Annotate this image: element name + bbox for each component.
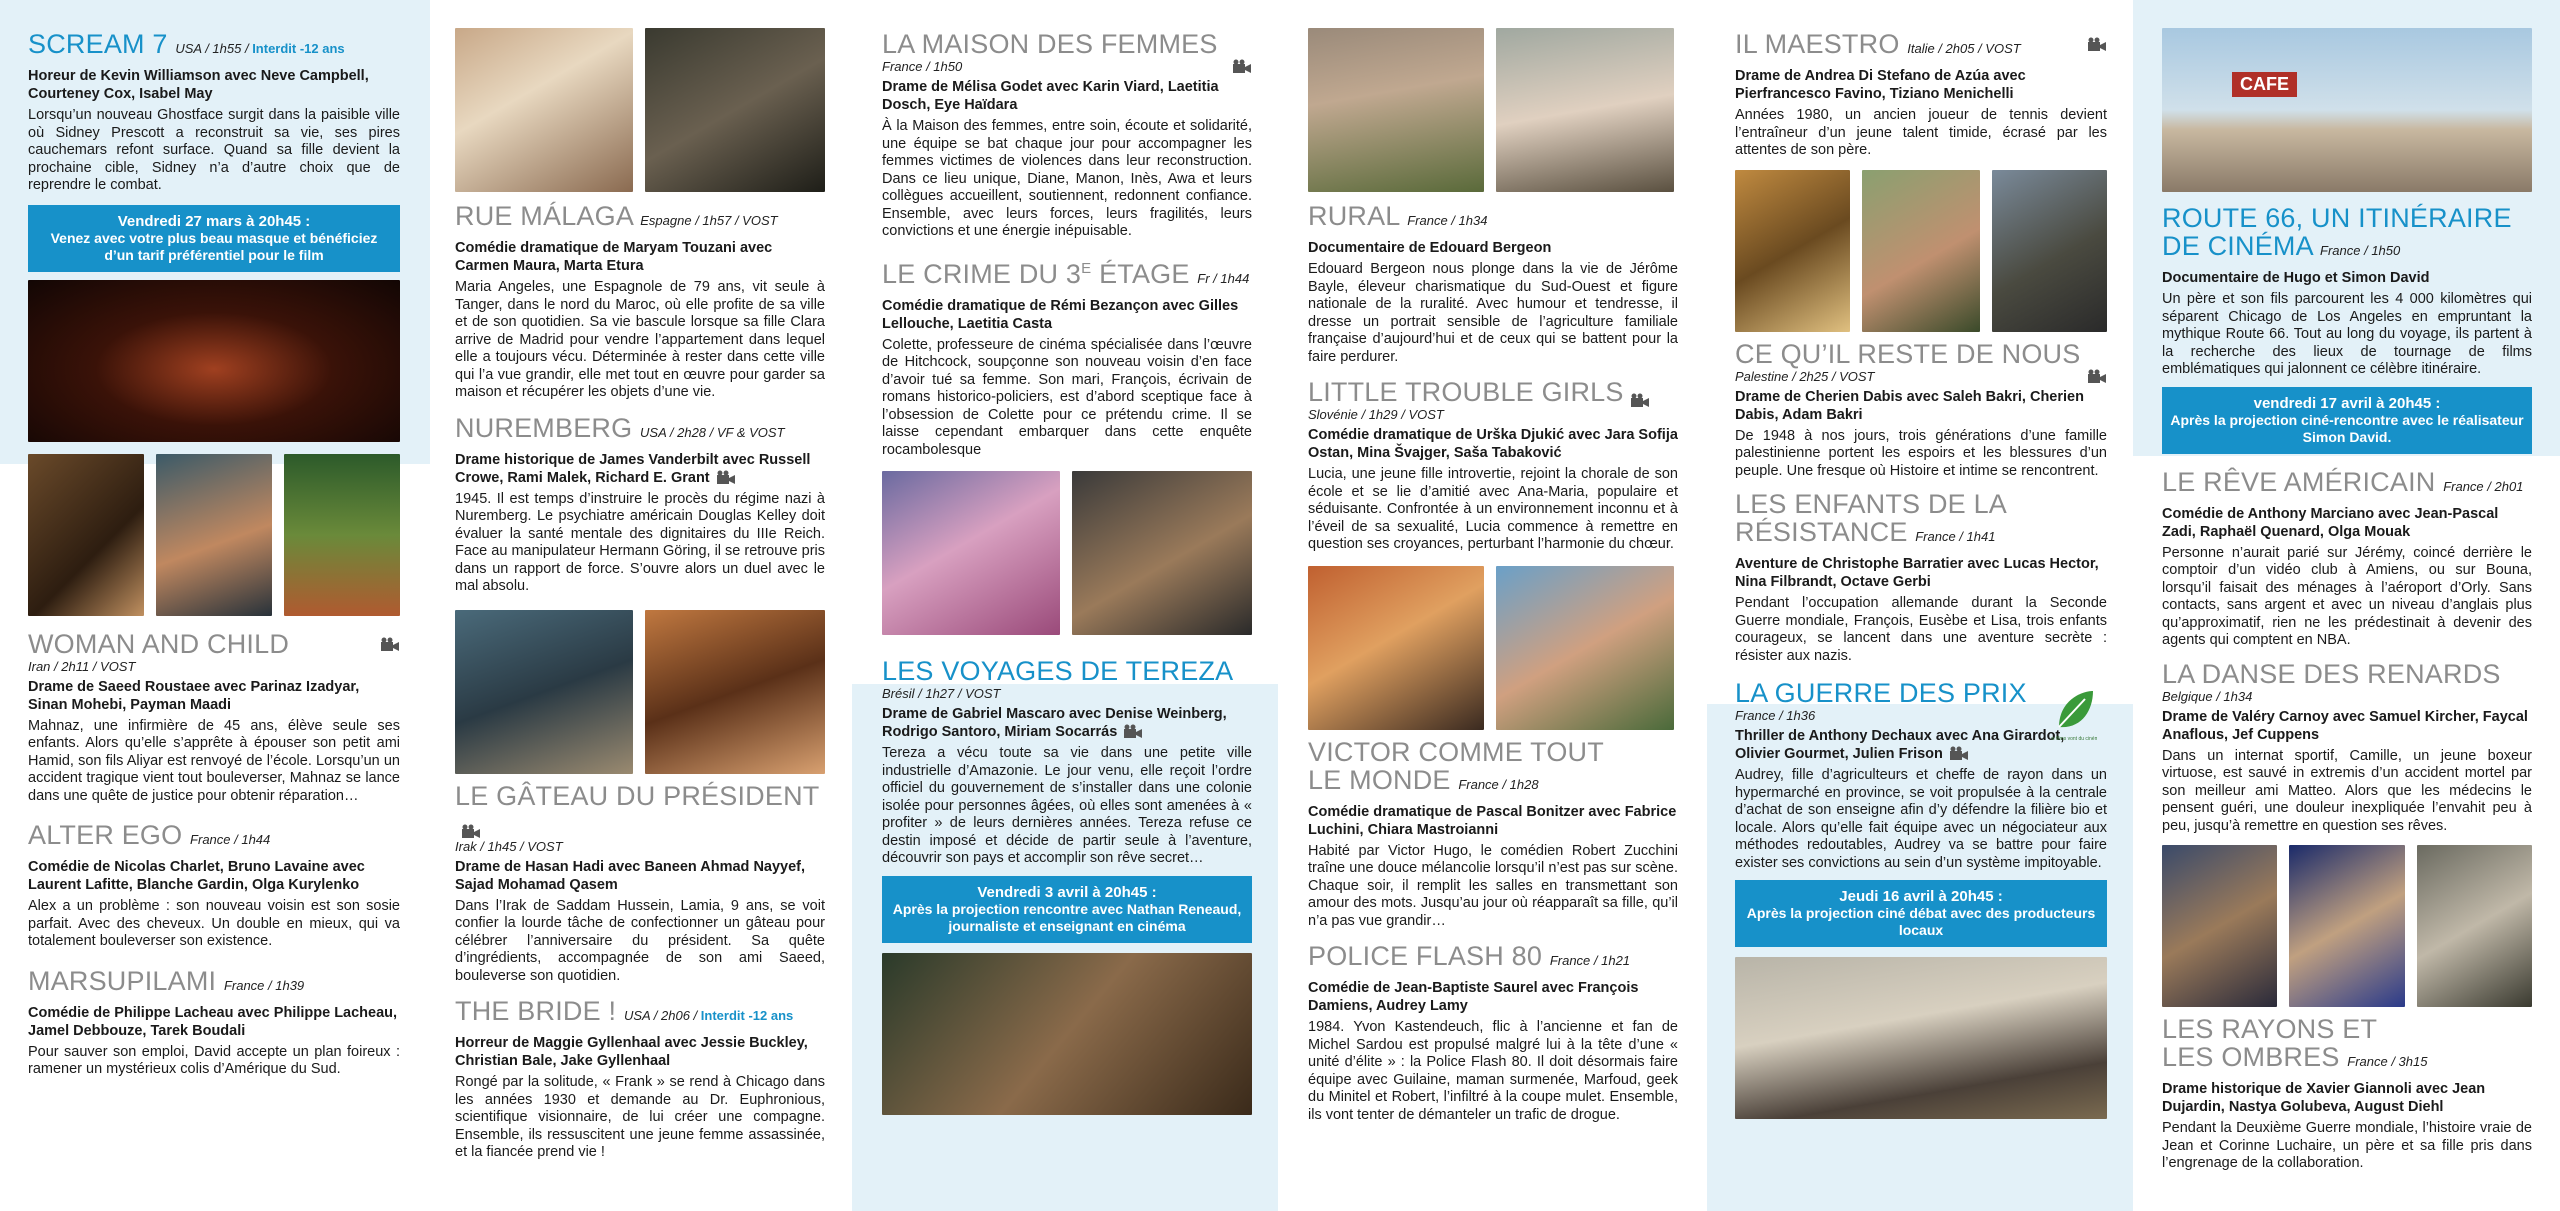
film-credits: Drame historique de Xavier Giannoli avec Jean Dujardin, Nastya Golubeva, August Diehl xyxy=(2162,1081,2486,1115)
film-still xyxy=(1308,28,1484,192)
still-row xyxy=(1735,170,2107,332)
film-credits: Drame historique de James Vanderbilt avec Russell Crowe, Rami Malek, Richard E. Grant xyxy=(455,451,811,486)
film-still xyxy=(2162,28,2532,192)
camera-icon xyxy=(2087,30,2107,46)
film-still xyxy=(1992,170,2107,332)
camera-icon xyxy=(1123,724,1143,740)
film-synopsis: Années 1980, un ancien joueur de tennis devient l’entraîneur d’un jeune talent timide, écrasé par les attentes de son père. xyxy=(1735,107,2107,158)
film-guerre-des-prix xyxy=(1735,679,2107,1119)
film-synopsis: Dans un internat sportif, Camille, un jeune boxeur virtuose, est sauvé in extremis d’un accident mortel par son meilleur ami Matteo. Alors que les médecins le pensent guéri, une douleur inexpliquée l’envahit peu à peu, jusqu’à remettre en question ses rêves. xyxy=(2162,747,2532,834)
film-little-trouble-girls xyxy=(1308,378,1678,554)
film-credits: Comédie de Nicolas Charlet, Bruno Lavaine avec Laurent Lafitte, Blanche Gardin, Olga Kurylenko xyxy=(28,859,365,893)
film-rural xyxy=(1308,202,1678,366)
camera-icon xyxy=(1232,59,1252,75)
film-title: LA GUERRE DES PRIX xyxy=(1735,678,2027,708)
film-credits: Drame de Andrea Di Stefano de Azúa avec Pierfrancesco Favino, Tiziano Menichelli xyxy=(1735,68,2026,102)
camera-icon xyxy=(1949,746,1969,762)
film-credits: Drame de Saeed Roustaee avec Parinaz Izadyar, Sinan Mohebi, Payman Maadi xyxy=(28,678,360,713)
still-row xyxy=(455,28,825,192)
film-still xyxy=(1496,28,1674,192)
film-title: POLICE FLASH 80 France / 1h21 xyxy=(1308,941,1631,971)
film-credits: Comédie de Anthony Marciano avec Jean-Pascal Zadi, Raphaël Quenard, Olga Mouak xyxy=(2162,505,2499,540)
film-synopsis: Mahnaz, une infirmière de 45 ans, élève seule ses enfants. Alors qu’elle s’apprête à épouser son petit ami Hamid, son fils Aliyar est renvoyé de l’école. Lorsqu’un un accident tragique vient tout bouleverser, Mahnaz se lance dans une quête de justice pour obtenir réparation… xyxy=(28,717,400,804)
film-title: LES ENFANTS DE LA RÉSISTANCE France / 1h41 xyxy=(1735,489,2007,547)
film-marsupilami xyxy=(28,967,400,1079)
film-credits: Documentaire de Hugo et Simon David xyxy=(2162,270,2430,286)
film-still xyxy=(2417,845,2532,1007)
film-still xyxy=(1072,471,1252,635)
camera-icon xyxy=(1630,386,1650,402)
film-nuremberg xyxy=(455,414,825,596)
film-the-bride xyxy=(455,997,825,1162)
film-still xyxy=(1735,170,1850,332)
leaf-logo-icon xyxy=(2051,687,2097,743)
film-title: LES RAYONS ET LES OMBRES France / 3h15 xyxy=(2162,1014,2428,1072)
film-maison-des-femmes xyxy=(882,30,1252,241)
still-row xyxy=(1308,28,1678,192)
film-credits: Comédie dramatique de Rémi Bezançon avec Gilles Lellouche, Laetitia Casta xyxy=(882,297,1239,332)
film-synopsis: De 1948 à nos jours, trois générations d’une famille palestinienne portent les espoirs et les blessures d’un peuple. Une fresque où Histoire et intime se rencontrent. xyxy=(1735,427,2107,479)
film-still xyxy=(1496,566,1674,730)
film-credits: Comédie dramatique de Maryam Touzani avec Carmen Maura, Marta Etura xyxy=(455,240,773,274)
film-still xyxy=(156,454,272,616)
film-still xyxy=(1308,566,1484,730)
film-title: LE GÂTEAU DU PRÉSIDENT xyxy=(455,782,825,838)
film-title: SCREAM 7 USA / 1h55 / Interdit -12 ans xyxy=(28,29,345,59)
film-synopsis: Edouard Bergeon nous plonge dans la vie de Jérôme Bayle, éleveur charismatique du Sud-Ouest et figure nationale de la ruralité. Avec humour et tendresse, il dresse un portrait sensible de l’agriculture familiale française d’aujourd’hui et de ceux qui se battent pour la faire perdurer. xyxy=(1308,261,1678,365)
cafe-sign: CAFE xyxy=(2232,72,2297,97)
film-credits: Documentaire de Edouard Bergeon xyxy=(1308,240,1552,256)
film-title: IL MAESTRO Italie / 2h05 / VOST xyxy=(1735,30,2107,63)
film-still xyxy=(455,28,633,192)
film-voyages-de-tereza xyxy=(882,657,1252,1115)
film-synopsis: 1945. Il est temps d’instruire le procès du régime nazi à Nuremberg. Le psychiatre américain Douglas Kelley doit évaluer la santé mentale des dignitaires du IIIe Reich. Face au manipulateur Hermann Göring, il se retrouve pris dans un rapport de force. S’ouvre alors un duel avec le mal absolu. xyxy=(455,490,825,594)
still-row xyxy=(2162,845,2532,1007)
still-row xyxy=(28,454,400,616)
film-synopsis: Dans l’Irak de Saddam Hussein, Lamia, 9 ans, se voit confier la lourde tâche de confectionner un gâteau pour célébrer l’anniversaire du président. Sa quête d’ingrédients, accompagnée de son ami Saeed, bouleverse son quotidien. xyxy=(455,897,825,984)
film-synopsis: Colette, professeure de cinéma spécialisée dans l’œuvre de Hitchcock, soupçonne son nouveau voisin d’en face d’avoir tué sa femme. Son mari, François, écrivain de romans historico-policiers, est d’abord sceptique face à l’obsession de Colette pour ce prétendu crime. Il se laisse cependant embarquer dans cette enquête rocambolesque xyxy=(882,336,1252,458)
film-synopsis: À la Maison des femmes, entre soin, écoute et solidarité, une équipe se bat chaque jour pour accompagner les femmes victimes de violences dans leur reconstruction. Dans ce lieu unique, Diane, Manon, Inès, Awa et leurs collègues accueillent, soutiennent, redonnent confiance. Ensemble, avec leurs forces, leurs fragilités, leurs convictions et une énergie inépuisable. xyxy=(882,118,1252,239)
camera-icon xyxy=(716,470,736,486)
film-title: ALTER EGO France / 1h44 xyxy=(28,820,271,850)
camera-icon xyxy=(2087,369,2107,385)
film-danse-des-renards xyxy=(2162,660,2532,836)
film-synopsis: 1984. Yvon Kastendeuch, flic à l’ancienne et fan de Michel Sardou est propulsé malgré lui à la tête d’une « unité d’élite » : la Police Flash 80. Il doit désormais faire équipe avec Guilaine, maman surmenée, Marfoud, geek du Minitel et Robert, l’infiltré à la coupe mulet. Ensemble, ils vont tenter de démanteler un trafic de drogue. xyxy=(1308,1019,1678,1123)
film-synopsis: Personne n’aurait parié sur Jérémy, coincé derrière le comptoir d’un vidéo club à Amiens, ou sur Bouna, lorsqu’il faisait des ménages à l’aéroport d’Orly. Sans contacts, sans argent et avec un niveau d’anglais plus qu’approximatif, rien ne les prédestinait à devenir des agents qui comptent en NBA. xyxy=(2162,544,2532,648)
film-credits: Aventure de Christophe Barratier avec Lucas Hector, Nina Filbrandt, Octave Gerbi xyxy=(1735,556,2099,590)
film-still xyxy=(645,610,825,774)
film-credits: Drame de Mélisa Godet avec Karin Viard, Laetitia Dosch, Eye Haïdara xyxy=(882,79,1219,113)
film-credits: Comédie de Jean-Baptiste Saurel avec François Damiens, Audrey Lamy xyxy=(1308,980,1639,1014)
film-woman-and-child xyxy=(28,630,400,806)
film-synopsis: Habité par Victor Hugo, le comédien Robert Zucchini traîne une douce mélancolie lorsqu’il n’est pas sur scène. Chaque soir, il remplit les salles en transmettant son amour des mots. Jusqu’au jour où réapparaît sa fille, qu’il n’a pas vue grandir… xyxy=(1308,842,1678,929)
film-reve-americain xyxy=(2162,468,2532,650)
column-1 xyxy=(28,0,400,1089)
film-credits: Horeur de Kevin Williamson avec Neve Campbell, Courteney Cox, Isabel May xyxy=(28,68,369,102)
film-credits: Comédie dramatique de Urška Djukić avec Jara Sofija Ostan, Mina Švajger, Saša Tabaković xyxy=(1308,427,1678,461)
film-title: THE BRIDE ! USA / 2h06 / Interdit -12 ans xyxy=(455,996,794,1026)
film-credits: Drame de Gabriel Mascaro avec Denise Weinberg, Rodrigo Santoro, Miriam Socarrás xyxy=(882,706,1227,740)
film-credits: Comédie de Philippe Lacheau avec Philippe Lacheau, Jamel Debbouze, Tarek Boudali xyxy=(28,1004,398,1039)
film-title: MARSUPILAMI France / 1h39 xyxy=(28,965,305,996)
film-victor-comme-tout-le-monde xyxy=(1308,738,1678,931)
film-meta: France / 1h50 xyxy=(882,59,1252,74)
film-title: ROUTE 66, UN ITINÉRAIRE DE CINÉMA France / 1h50 xyxy=(2162,203,2512,261)
film-meta: France / 1h36 xyxy=(1735,708,1816,723)
film-still xyxy=(28,454,144,616)
film-meta: Belgique / 1h34 xyxy=(2162,688,2253,704)
film-still xyxy=(2289,845,2406,1007)
column-4 xyxy=(1308,0,1678,1134)
film-still xyxy=(455,610,633,774)
film-credits: Drame de Hasan Hadi avec Baneen Ahmad Nayyef, Sajad Mohamad Qasem xyxy=(455,858,806,893)
film-meta: Irak / 1h45 / VOST xyxy=(455,838,563,854)
film-synopsis: Lorsqu’un nouveau Ghostface surgit dans la paisible ville où Sidney Prescott a reconstruit sa vie, ses pires cauchemars refont surface. Quand sa fille devient la prochaine cible, Sidney n’a d’autre choix que de reprendre le combat. xyxy=(28,107,400,193)
film-meta: Iran / 2h11 / VOST xyxy=(28,658,136,674)
film-still xyxy=(882,471,1060,635)
film-title: LE RÊVE AMÉRICAIN France / 2h01 xyxy=(2162,466,2524,497)
film-title: VICTOR COMME TOUT LE MONDE France / 1h28 xyxy=(1308,736,1604,795)
film-synopsis: Pendant la Deuxième Guerre mondiale, l’histoire vraie de Jean et Corinne Luchaire, un père et sa fille pris dans l’engrenage de la collaboration. xyxy=(2162,1120,2532,1171)
column-5 xyxy=(1735,0,2107,1129)
film-title: RUE MÁLAGA Espagne / 1h57 / VOST xyxy=(455,201,778,231)
film-police-flash-80 xyxy=(1308,942,1678,1124)
camera-icon xyxy=(461,817,481,833)
film-credits: Drame de Cherien Dabis avec Saleh Bakri, Cherien Dabis, Adam Bakri xyxy=(1735,388,2084,423)
film-rue-malaga xyxy=(455,202,825,402)
film-ce-quil-reste-de-nous xyxy=(1735,340,2107,481)
film-still xyxy=(1862,170,1979,332)
film-still xyxy=(882,953,1252,1115)
film-synopsis: Rongé par la solitude, « Frank » se rend à Chicago dans les années 1930 et demande au Dr. Euphronious, scientifique visionnaire, de lui créer une compagne. Ensemble, ils ressuscitent une jeune femme assassinée, et la fiancée prend vie ! xyxy=(455,1074,825,1160)
film-synopsis: Pour sauver son emploi, David accepte un plan foireux : ramener un mystérieux colis d’Amérique du Sud. xyxy=(28,1043,400,1077)
film-synopsis: Un père et son fils parcourent les 4 000 kilomètres qui séparent Chicago de Los Angeles en empruntant la mythique Route 66. Tout au long du voyage, ils partent à la recherche des lieux de tournage de films emblématiques qui jalonnent ce célèbre itinéraire. xyxy=(2162,291,2532,377)
event-banner: Vendredi 27 mars à 20h45 : Venez avec votre plus beau masque et bénéficiez d’un tarif préférentiel pour le film xyxy=(28,205,400,272)
film-enfants-de-la-resistance xyxy=(1735,490,2107,665)
film-credits: Drame de Valéry Carnoy avec Samuel Kircher, Faycal Anaflous, Jef Cuppens xyxy=(2162,708,2528,743)
film-title: LA MAISON DES FEMMES xyxy=(882,29,1218,59)
film-rayons-et-ombres xyxy=(2162,1015,2532,1173)
film-meta: Slovénie / 1h29 / VOST xyxy=(1308,407,1444,422)
film-still xyxy=(28,280,400,442)
camera-icon xyxy=(380,630,400,646)
film-credits: Thriller de Anthony Dechaux avec Ana Girardot, Olivier Gourmet, Julien Frison xyxy=(1735,728,2065,762)
still-row xyxy=(1308,566,1678,730)
film-still xyxy=(1735,957,2107,1119)
film-synopsis: Alex a un problème : son nouveau voisin est son sosie parfait. Avec des cheveux. Un double en mieux, qui va totalement bouleverser son existence. xyxy=(28,898,400,949)
film-synopsis: Tereza a vécu toute sa vie dans une petite ville industrielle d’Amazonie. Le jour venu, elle reçoit l’ordre officiel du gouvernement de s’installer dans une colonie isolée pour personnes âgées, où elles sont amenées à « profiter » de leurs dernières années. Tereza refuse ce destin imposé et décide de partir seule à l’aventure, découvrir son pays et accomplir son rêve secret… xyxy=(882,745,1252,866)
film-meta: Palestine / 2h25 / VOST xyxy=(1735,369,2107,384)
film-alter-ego xyxy=(28,821,400,951)
film-title: LITTLE TROUBLE GIRLS xyxy=(1308,378,1678,406)
film-title: WOMAN AND CHILD xyxy=(28,630,400,658)
film-il-maestro xyxy=(1735,30,2107,160)
event-banner: vendredi 17 avril à 20h45 : Après la projection ciné-rencontre avec le réalisateur Simon David. xyxy=(2162,387,2532,454)
column-6 xyxy=(2162,0,2532,1183)
film-synopsis: Pendant l’occupation allemande durant la Seconde Guerre mondiale, François, Eusèbe et Lisa, trois enfants courageux, se lancent dans une aventure secrète : résister aux nazis. xyxy=(1735,595,2107,664)
film-title: NUREMBERG USA / 2h28 / VF & VOST xyxy=(455,412,785,443)
film-synopsis: Lucia, une jeune fille introvertie, rejoint la chorale de son école et se lie d’amitié avec Ana-Maria, populaire et séduisante. Confrontée à un environnement inconnu et à l’éveil de sa sexualité, Lucia commence à remettre en question ses croyances, perturbant l’harmonie du chœur. xyxy=(1308,466,1678,552)
film-scream xyxy=(28,30,400,442)
still-row xyxy=(455,610,825,774)
film-still xyxy=(2162,845,2277,1007)
film-title: LES VOYAGES DE TEREZA xyxy=(882,656,1234,686)
film-route-66 xyxy=(2162,204,2532,454)
event-banner: Jeudi 16 avril à 20h45 : Après la projection ciné débat avec des producteurs locaux xyxy=(1735,880,2107,947)
film-still xyxy=(645,28,825,192)
column-2 xyxy=(455,0,825,1172)
svg-text:Les films vont du cinéma: s films vont du ciném xyxy=(2052,736,2097,742)
film-synopsis: Audrey, fille d’agriculteurs et cheffe de rayon dans un hypermarché en province, se voit propulsée à la centrale d’achat de son enseigne afin d’y défendre la filière bio et locale. Alors qu’elle fait équipe avec un négociateur aux méthodes redoutables, Audrey va se battre pour faire exister ses convictions au sein d’un système impitoyable. xyxy=(1735,767,2107,871)
film-crime-3e-etage xyxy=(882,255,1252,460)
film-credits: Comédie dramatique de Pascal Bonitzer avec Fabrice Luchini, Chiara Mastroianni xyxy=(1308,803,1677,838)
event-banner: Vendredi 3 avril à 20h45 : Après la projection rencontre avec Nathan Reneaud, journaliste et enseignant en cinéma xyxy=(882,876,1252,943)
film-title: LA DANSE DES RENARDS xyxy=(2162,658,2501,689)
film-title: LE CRIME DU $3^E$ ÉTAGE Fr / 1h44 xyxy=(882,258,1250,289)
film-still xyxy=(284,454,400,616)
film-synopsis: Maria Angeles, une Espagnole de 79 ans, vit seule à Tanger, dans le nord du Maroc, où elle profite de sa ville et de son quotidien. Sa vie bascule lorsque sa fille Clara arrive de Madrid pour vendre l’appartement dans lequel elle a toujours vécu. Déterminée à rester dans cette ville qui l’a vue grandir, elle met tout en œuvre pour garder sa maison et récupérer les objets d’une vie. xyxy=(455,279,825,400)
still-row xyxy=(882,471,1252,635)
film-title: RURAL France / 1h34 xyxy=(1308,201,1488,231)
film-meta: Brésil / 1h27 / VOST xyxy=(882,686,1001,701)
film-credits: Horreur de Maggie Gyllenhaal avec Jessie Buckley, Christian Bale, Jake Gyllenhaal xyxy=(455,1035,808,1069)
film-title: CE QU’IL RESTE DE NOUS xyxy=(1735,338,2081,369)
film-gateau-du-president xyxy=(455,782,825,986)
column-3 xyxy=(882,0,1252,1125)
